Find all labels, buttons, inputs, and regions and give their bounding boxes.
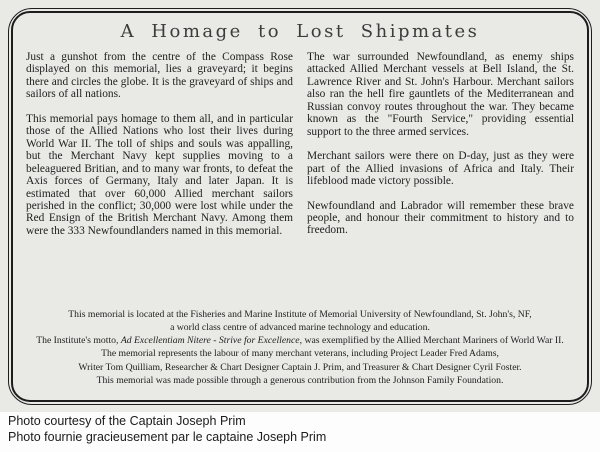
footer-location-line-1: This memorial is located at the Fisheries and Marine Institute of Memorial University of Newfoundland, St. John's, NF, [68, 308, 532, 320]
footer-motto-suffix: , was exemplified by the Allied Merchant Mariners of World War II. [299, 335, 564, 347]
right-paragraph-2: Merchant sailors were there on D-day, just as they were part of the Allied invasions of Africa and Italy. Their lifeblood made victory possible. [307, 150, 574, 188]
plaque-title: A Homage to Lost Shipmates [120, 21, 480, 42]
caption-french: Photo fournie gracieusement par le captaine Joseph Prim [8, 429, 327, 444]
footer-motto-italic: Ad Excellentiam Nitere - Strive for Excellence [120, 335, 300, 347]
plaque-border-outer [8, 8, 592, 405]
footer-motto-prefix: The Institute's motto, [36, 335, 121, 347]
left-paragraph-1: Just a gunshot from the centre of the Compass Rose displayed on this memorial, lies a graveyard; it begins there and circles the globe. It is the graveyard of ships and sailors of all nations. [26, 51, 293, 101]
right-paragraph-1: The war surrounded Newfoundland, as enemy ships attacked Allied Merchant vessels at Bell Island, the St. Lawrence River and St. John's Harbour. Merchant sailors also ran the hell fire gauntlets of the Mediterranean and Russian convoy routes throughout the war. They became known as the "Fourth Service," providing essential support to the three armed services. [307, 51, 574, 138]
footer-location-line-2: a world class centre of advanced marine technology and education. [170, 321, 430, 333]
right-paragraph-3: Newfoundland and Labrador will remember these brave people, and honour their commitment to history and to freedom. [307, 199, 574, 237]
footer-credits-line-2: Writer Tom Quilliam, Researcher & Chart Designer Captain J. Prim, and Treasurer & Chart Designer Cyril Foster. [78, 361, 522, 373]
plaque-footer [13, 308, 587, 387]
right-column [307, 51, 574, 249]
plaque-body-columns [13, 51, 587, 249]
left-paragraph-2: This memorial pays homage to them all, and in particular those of the Allied Nations who lost their lives during World War II. The toll of ships and souls was appalling, but the Merchant Navy kept supplies moving to a beleaguered Britian, and to many war fronts, to defeat the Axis forces of Germany, Italy and later Japan. It is estimated that over 60,000 Allied merchant sailors perished in the conflict; 30,000 were lost while under the Red Ensign of the British Merchant Navy. Among them were the 333 Newfoundlanders named in this memorial. [26, 112, 293, 237]
caption-english: Photo courtesy of the Captain Joseph Prim [8, 414, 246, 428]
footer-credits-line-1: The memorial represents the labour of many merchant veterans, including Project Leader Fred Adams, [101, 348, 499, 360]
photo-captions [8, 414, 326, 445]
left-column [26, 51, 293, 249]
footer-contribution-line: This memorial was made possible through a generous contribution from the Johnson Family Foundation. [96, 374, 504, 386]
footer-motto-line [29, 334, 571, 347]
plaque [11, 11, 589, 402]
